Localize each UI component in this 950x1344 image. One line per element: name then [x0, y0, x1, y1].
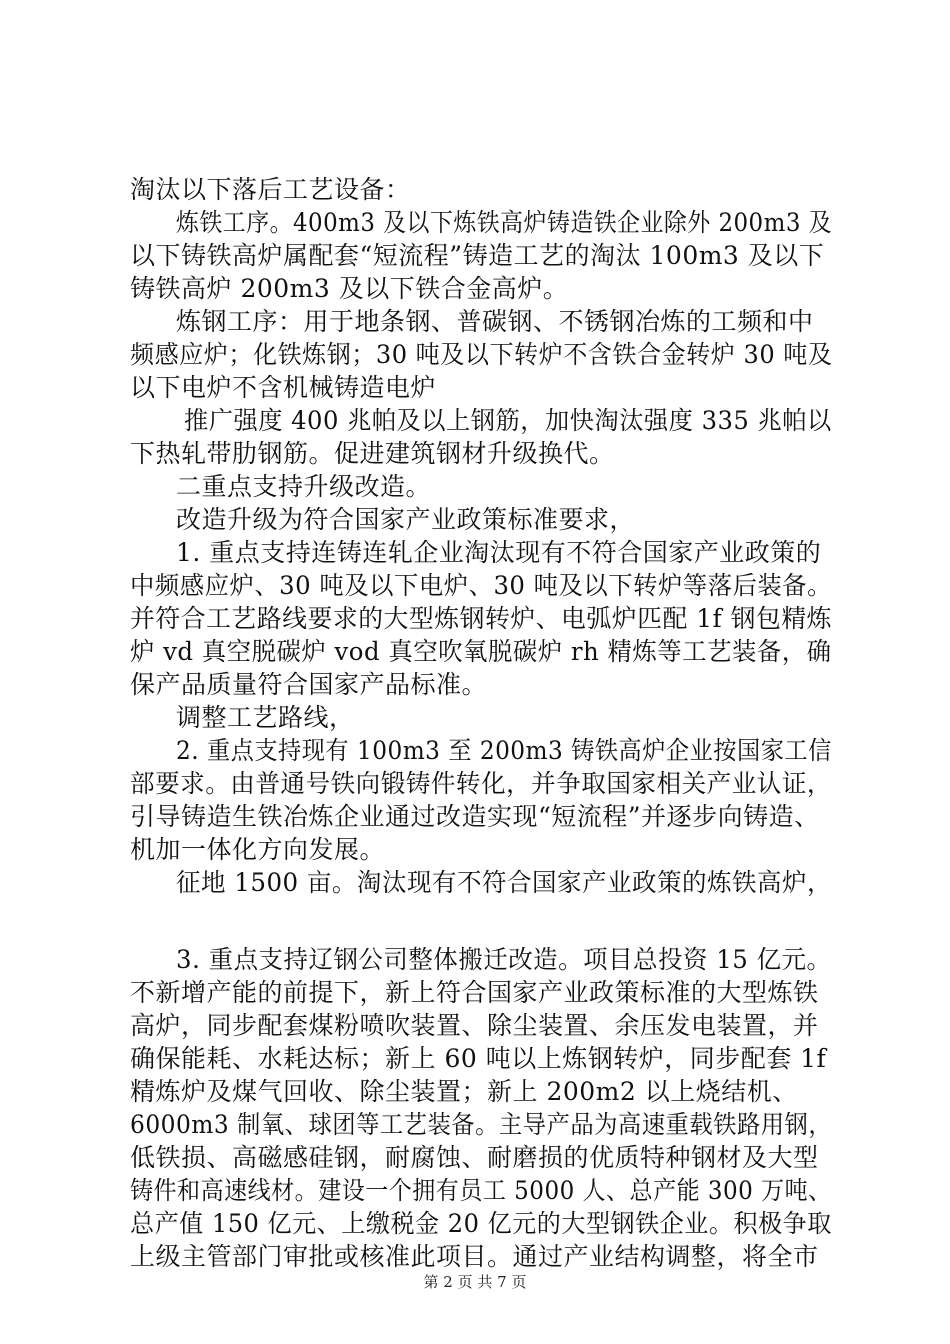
text-line: 保产品质量符合国家产品标准。 — [130, 670, 488, 699]
text-line: 2. 重点支持现有 100m3 至 200m3 铸铁高炉企业按国家工信 — [176, 736, 832, 765]
text-line: 炼钢工序：用于地条钢、普碳钢、不锈钢冶炼的工频和中 — [176, 307, 814, 336]
text-line: 频感应炉；化铁炼钢；30 吨及以下转炉不含铁合金转炉 30 吨及 — [130, 340, 833, 369]
text-line: 炉 vd 真空脱碳炉 vod 真空吹氧脱碳炉 rh 精炼等工艺装备，确 — [130, 637, 832, 666]
text-line: 下热轧带肋钢筋。促进建筑钢材升级换代。 — [130, 439, 615, 468]
text-line: 二重点支持升级改造。 — [176, 472, 432, 501]
text-line: 淘汰以下落后工艺设备： — [130, 175, 411, 204]
text-line: 总产值 150 亿元、上缴税金 20 亿元的大型钢铁企业。积极争取 — [130, 1209, 832, 1238]
text-line: 6000m3 制氧、球团等工艺装备。主导产品为高速重载铁路用钢， — [130, 1110, 833, 1139]
text-line: 炼铁工序。400m3 及以下炼铁高炉铸造铁企业除外 200m3 及 — [176, 208, 833, 237]
text-line: 并符合工艺路线要求的大型炼钢转炉、电弧炉匹配 1f 钢包精炼 — [130, 604, 833, 633]
text-line: 调整工艺路线， — [176, 703, 355, 732]
text-line: 以下电炉不含机械铸造电炉 — [130, 373, 437, 402]
text-line: 以下铸铁高炉属配套“短流程”铸造工艺的淘汰 100m3 及以下 — [130, 241, 825, 270]
text-line: 1. 重点支持连铸连轧企业淘汰现有不符合国家产业政策的 — [176, 538, 822, 567]
text-line: 上级主管部门审批或核准此项目。通过产业结构调整，将全市 — [130, 1242, 819, 1271]
text-line: 铸件和高速线材。建设一个拥有员工 5000 人、总产能 300 万吨、 — [130, 1176, 832, 1205]
page-footer: 第 2 页 共 7 页 — [423, 1273, 527, 1291]
text-line: 铸铁高炉 200m3 及以下铁合金高炉。 — [130, 274, 569, 303]
text-line: 推广强度 400 兆帕及以上钢筋，加快淘汰强度 335 兆帕以 — [184, 406, 832, 435]
text-line: 精炼炉及煤气回收、除尘装置；新上 200m2 以上烧结机、 — [130, 1077, 798, 1106]
text-line: 低铁损、高磁感硅钢，耐腐蚀、耐磨损的优质特种钢材及大型 — [130, 1143, 819, 1172]
text-line: 3. 重点支持辽钢公司整体搬迁改造。项目总投资 15 亿元。 — [176, 945, 832, 974]
text-line: 确保能耗、水耗达标；新上 60 吨以上炼钢转炉，同步配套 1f — [130, 1044, 827, 1073]
text-line: 高炉，同步配套煤粉喷吹装置、除尘装置、余压发电装置，并 — [130, 1011, 819, 1040]
text-line: 征地 1500 亩。淘汰现有不符合国家产业政策的炼铁高炉， — [176, 868, 833, 897]
text-line: 改造升级为符合国家产业政策标准要求， — [176, 505, 636, 534]
text-line: 中频感应炉、30 吨及以下电炉、30 吨及以下转炉等落后装备。 — [130, 571, 833, 600]
text-line: 机加一体化方向发展。 — [130, 835, 386, 864]
text-line: 不新增产能的前提下，新上符合国家产业政策标准的大型炼铁 — [130, 978, 819, 1007]
text-line: 部要求。由普通号铁向锻铸件转化，并争取国家相关产业认证， — [130, 769, 833, 798]
text-line: 引导铸造生铁冶炼企业通过改造实现“短流程”并逐步向铸造、 — [130, 802, 820, 831]
